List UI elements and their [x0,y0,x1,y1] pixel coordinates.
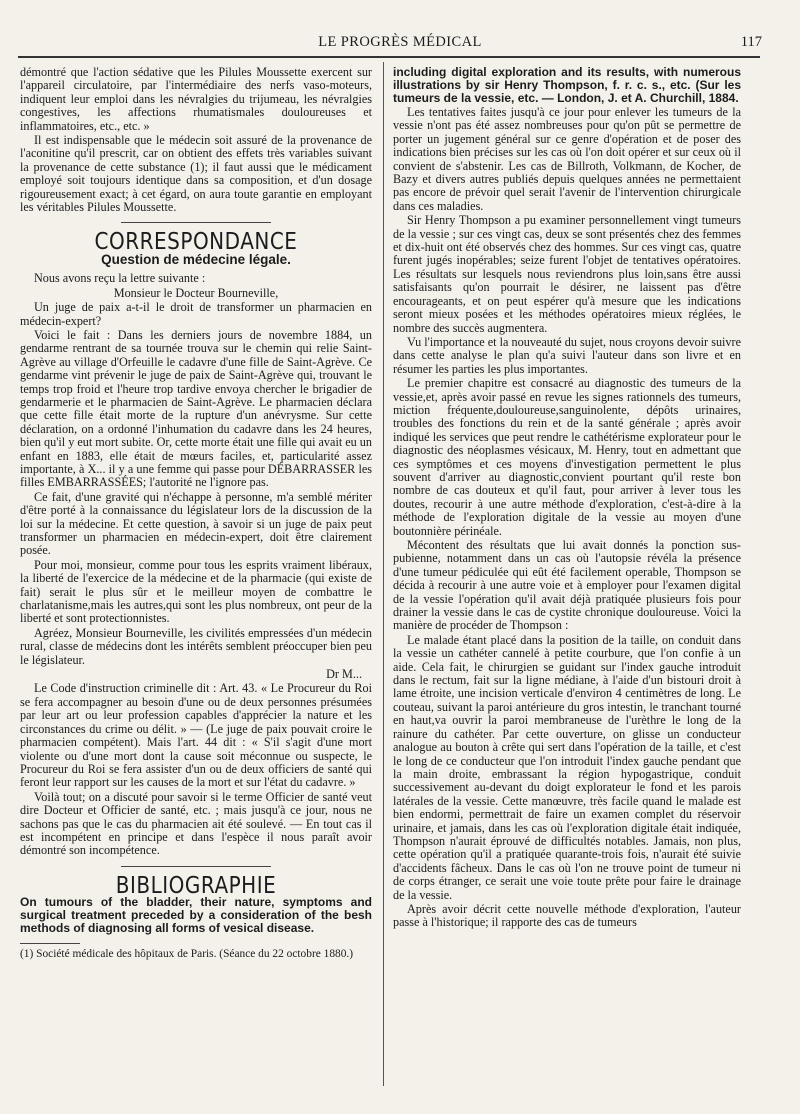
left-column [20,66,372,1090]
paragraph: Nous avons reçu la lettre suivante : [34,271,206,286]
journal-title: LE PROGRÈS MÉDICAL [318,34,482,50]
paragraph: Le malade étant placé dans la position de la taille, on conduit dans la vessie un cathéter cannelé à petite courbure, que l'on confie à un aide. Cela fait, le chirurgien se guidant sur l'index gauche introduit dans le rectum, fait sur la ligne médiane, à l'aide d'un bistouri droit à lame étroite, une incision verticale d'environ 4 centimètres de long. Le couteau, suivant la paroi antérieure du gros intestin, le tranchant tourné en haut,va ouvrir la paroi membraneuse de l'urèthre le long de la rainure du cathéter. Par cette ouverture, on glisse un conducteur analogue au bouton à crête qui sert dans l'opération de la taille, et c'est le long de ce conducteur que l'on introduit l'index gauche pendant que la main droite, embrassant la région hypogastrique, conduit successivement au-devant du doigt explorateur le fond et les parois latérales de la vessie. Cette manœuvre, très facile quand le malade est bien endormi, permettrait de faire un examen complet du réservoir urinaire, et jamais, dans les cas où l'exploration digitale était indiquée, Thompson n'aurait éprouvé de difficultés notables. Jamais, non plus, cette opération qu'il a pratiquée quarante-trois fois, n'aurait été suivie d'accidents fâcheux. Dans le cas où l'on ne trouve point de tumeur ni de corps étranger, ce serait une voie toute prête pour faire le drainage de la vessie. [393,632,741,902]
paragraph: Pour moi, monsieur, comme pour tous les esprits vraiment libéraux, la liberté de l'exercice de la médecine et de la pharmacie (qui existe de fait) serait le plus sûr et le meilleur moyen de combattre le charlatanisme,mais les autres,qui sont les plus nombreux, ont peur de la liberté et sont protectionnistes. [20,557,372,626]
paragraph: Après avoir décrit cette nouvelle méthode d'exploration, l'auteur passe à l'historique; il rapporte des cas de tumeurs [393,901,741,930]
bibliography-entry: On tumours of the bladder, their nature, symptoms and surgical treatment preceded by a consideration of the besh methods of diagnosing all forms of vesical disease. [20,895,372,936]
paragraph: Voici le fait : Dans les derniers jours de novembre 1884, un gendarme rentrant de sa tournée trouva sur le chemin qui relie Saint-Agrève au village d'Orfeuille le cadavre d'une fille de Saint-Agrève. Ce gendarme vint prévenir le juge de paix de Saint-Agrève qui, trouvant le temps trop froid et l'heure trop tardive envoya chercher le brigadier de gendarmerie et le pharmacien de Saint-Agrève. Le pharmacien déclara que cette fille était morte de la rupture d'un anévrysme. Sur cette déclaration, on a ordonné l'inhumation du cadavre dans les 24 heures, bien qu'il y eut mort subite. Or, cette morte était une fille qui avait eu un enfant en 1883, elle était de mœurs faciles, et, particularité assez importante, à X... il y a une femme qui passe pour DÉBARRASSER les filles EMBARRASSÉES; l'autorité ne l'ignore pas. [20,327,372,490]
paragraph: Vu l'importance et la nouveauté du sujet, nous croyons devoir suivre dans cette analyse le plan qu'a suivi l'auteur dans son livre et en résumer les parties les plus importantes. [393,334,741,376]
paragraph: Le premier chapitre est consacré au diagnostic des tumeurs de la vessie,et, après avoir passé en revue les signes rationnels des tumeurs, miction fréquente,douloureuse,sanguinolente, dépôts urinaires, troubles des fonctions du rein et de la santé générale ; après avoir indiqué les services que peut rendre le cathétérisme explorateur pour le diagnostic des néoplasmes vésicaux, M. Henry, tout en admettant que ces symptômes et ces moyens d'investigation permettent le plus souvent d'arriver au diagnostic,convient pourtant qu'il reste bon nombre de cas douteux et qu'il faut, pour arriver à lever tous les doutes, recourir à une autre méthode d'exploration, c'est-à-dire à la méthode de l'exploration digitale de la vessie au moyen d'une boutonnière périnéale. [393,376,741,538]
header-rule [18,56,760,58]
paragraph: Agréez, Monsieur Bourneville, les civilités empressées d'un médecin rural, classe de médecins dont les intérêts semblent préoccuper bien peu le législateur. [20,625,372,667]
paragraph: Mécontent des résultats que lui avait donnés la ponction sus-pubienne, notamment dans un cas où l'autopsie révéla la présence d'une tumeur pédiculée qui eût été facilement operable, Thompson se décida à recourir à une autre voie et à employer pour l'examen digital de la vessie l'opération qu'il avait déjà pratiquée plusieurs fois pour drainer la vessie dans le cas de cystite chronique douloureuse. Voici la manière de procéder de Thompson : [393,538,741,633]
page-number: 117 [740,34,762,50]
paragraph: Les tentatives faites jusqu'à ce jour pour enlever les tumeurs de la vessie n'ont pas été assez nombreuses pour qu'on pût se permettre de porter un jugement général sur ce genre d'opération et de poser des indications bien précises sur les cas où l'on doit opérer et sur ceux où il convient de s'abstenir. Les cas de Billroth, Volkmann, de Kocher, de Bazy et divers autres publiés depuis quelques années ne permettaient pas encore de prévoir quel serait l'avenir de l'intervention chirurgicale dans ces maladies. [393,105,741,213]
paragraph: Sir Henry Thompson a pu examiner personnellement vingt tumeurs de la vessie ; sur ces vingt cas, deux se sont présentés chez des femmes et dix-huit ont été observés chez des hommes. Sur ces vingt cas, quatre furent jugés inopérables; seize furent l'objet de tentatives opératoires. Les résultats sur lesquels nous reviendrons plus loin,sans être aussi satisfaisants qu'on pourrait le désirer, ne laissent pas d'être encourageants, et on peut espérer qu'à mesure que les indications seront mieux posées et les méthodes opératoires mieux réglées, le nombre des succès augmentera. [393,213,741,335]
paragraph: Le Code d'instruction criminelle dit : Art. 43. « Le Procureur du Roi se fera accompagner au besoin d'une ou de deux personnes présumées par leur art ou leur profession capables d'apprécier la nature et les circonstances du crime ou délit. » — (Le juge de paix pouvait croire le pharmacien compétent). Mais l'art. 44 dit : « S'il s'agit d'une mort violente ou d'une mort dont la cause soit méconnue ou suspecte, le Procureur du Roi se fera assister d'un ou de deux officiers de santé qui feront leur rapport sur les causes de la mort et sur l'état du cadavre. » [20,681,372,790]
paragraph: démontré que l'action sédative que les Pilules Moussette exercent sur l'appareil circulatoire, par l'intermédiaire des nerfs vaso-moteurs, indiquent leur emploi dans les névralgies du trijumeau, les névralgies congestives, les affections rhumatismales douloureuses et inflammatoires, etc., etc. » [20,66,372,133]
letter-salutation: Monsieur le Docteur Bourneville, [113,285,279,300]
paragraph: Ce fait, d'une gravité qui n'échappe à personne, m'a semblé mériter d'être porté à la connaissance du législateur lors de la discussion de la loi sur la médecine. Et cette question, à savoir si un juge de paix peut transformer un pharmacien en médecin-expert, doit être clairement posée. [20,489,372,558]
section-title-bibliographie: BIBLIOGRAPHIE [115,870,277,899]
paragraph: Il est indispensable que le médecin soit assuré de la provenance de l'aconitine qu'il prescrit, car on obtient des effets très variables suivant la provenance de cette substance (1); il faut aussi que le médicament employé soit toujours identique dans sa composition, et d'un dosage rigoureusement exact; à cet égard, on aura toute garantie en employant les véritables Pilules Moussette. [20,133,372,215]
section-rule [121,222,271,223]
right-column [393,66,741,1090]
paragraph: Voilà tout; on a discuté pour savoir si le terme Officier de santé veut dire Docteur et Officier de santé, etc. ; mais jusqu'à ce jour, nous ne sachons pas que le cas du pharmacien ait été soulevé. — En tout cas il est incompétent en principe et dans l'espèce il nous paraît avoir démontré son incompétence. [20,789,372,858]
section-title-correspondance: CORRESPONDANCE [94,227,298,256]
page-header [18,34,782,56]
column-divider [383,62,384,1086]
bibliography-entry-continued: including digital exploration and its results, with numerous illustrations by sir Henry Thompson, f. r. c. s., etc. (Sur les tumeurs de la vessie, etc. — London, J. et A. Churchill, 1884. [393,66,741,105]
section-subtitle: Question de médecine légale. [101,251,291,267]
footnote: (1) Société médicale des hôpitaux de Paris. (Séance du 22 octobre 1880.) [20,948,354,961]
paragraph: Un juge de paix a-t-il le droit de transformer un pharmacien en médecin-expert? [20,300,372,328]
letter-signature: Dr M... [326,667,362,682]
footnote-rule [20,943,80,944]
section-rule [121,866,271,867]
